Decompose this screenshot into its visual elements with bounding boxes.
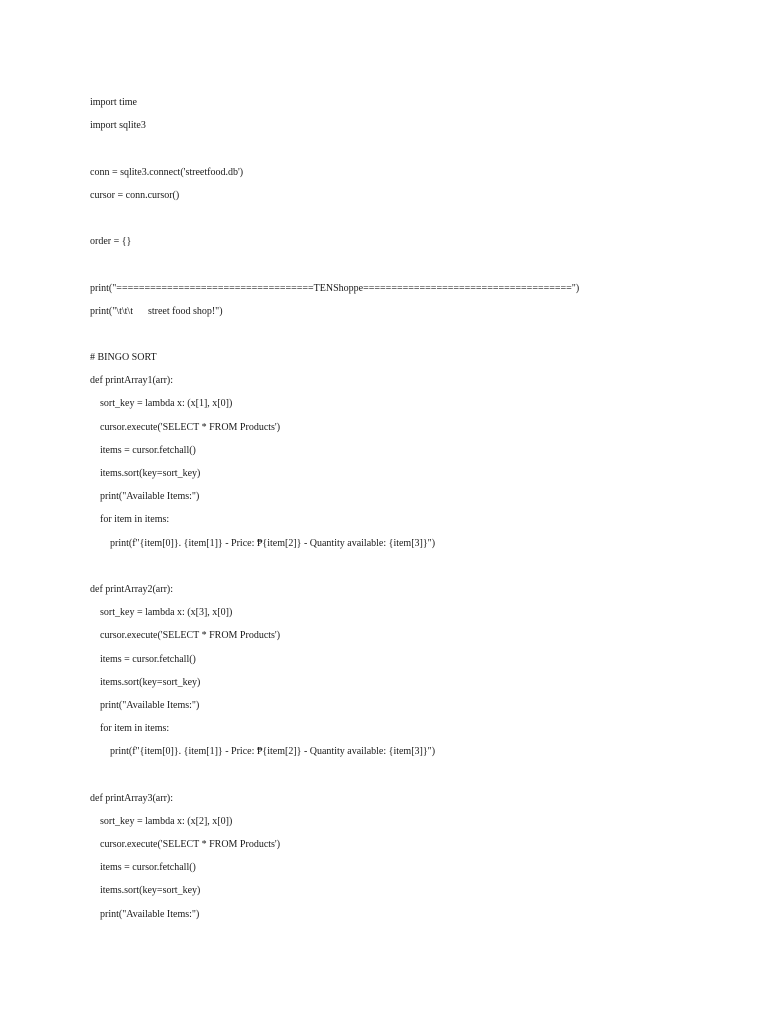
code-line: print(f"{item[0]}. {item[1]} - Price: ₱{item[2]} - Quantity available: {item[3]}") [90,537,436,549]
code-line [90,207,579,230]
code-line: cursor = conn.cursor() [90,189,180,201]
code-line [90,253,579,276]
code-line: items = cursor.fetchall() [90,444,196,456]
code-line [90,323,579,346]
code-line: print("Available Items:") [90,491,200,503]
code-line: for item in items: [90,723,170,735]
code-line: items.sort(key=sort_key) [90,885,201,897]
code-line: conn = sqlite3.connect('streetfood.db') [90,166,244,178]
code-line: print("\t\t\t street food shop!") [90,305,223,317]
code-line: order = {} [90,236,132,248]
code-line: print("Available Items:") [90,699,200,711]
code-line: items = cursor.fetchall() [90,653,196,665]
code-line: sort_key = lambda x: (x[2], x[0]) [90,815,233,827]
code-line: cursor.execute('SELECT * FROM Products') [90,421,281,433]
code-line [90,555,579,578]
code-line: cursor.execute('SELECT * FROM Products') [90,839,281,850]
code-line: for item in items: [90,514,170,526]
code-line [90,137,579,160]
code-line: def printArray3(arr): [90,792,174,804]
code-line: print("===================================TENShoppe=====================================") [90,282,580,294]
code-block [90,91,579,926]
code-line: def printArray1(arr): [90,375,174,387]
code-line: sort_key = lambda x: (x[1], x[0]) [90,398,233,410]
code-line [90,763,579,786]
code-line: cursor.execute('SELECT * FROM Products') [90,630,281,642]
code-line: import time [90,97,137,108]
code-line: print(f"{item[0]}. {item[1]} - Price: ₱{item[2]} - Quantity available: {item[3]}") [90,746,436,758]
code-line: sort_key = lambda x: (x[3], x[0]) [90,607,233,619]
code-line: print("Available Items:") [90,908,200,920]
code-line: def printArray2(arr): [90,583,174,595]
code-line: items = cursor.fetchall() [90,862,196,874]
code-line: # BINGO SORT [90,352,157,364]
code-line: items.sort(key=sort_key) [90,676,201,688]
code-line: import sqlite3 [90,120,146,132]
code-line: items.sort(key=sort_key) [90,468,201,479]
